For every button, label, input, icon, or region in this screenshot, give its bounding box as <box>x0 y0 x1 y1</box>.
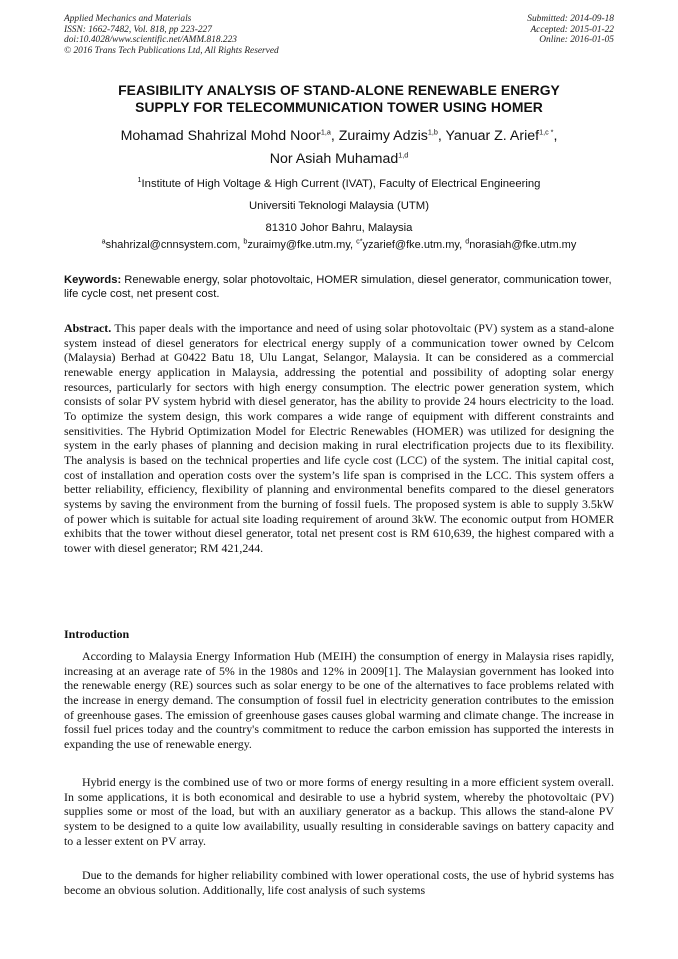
email-superscript: c* <box>356 236 363 246</box>
author-emails <box>40 238 638 252</box>
email-address: zuraimy@fke.utm.my, <box>247 239 357 251</box>
author-superscript: 1,b <box>427 127 438 137</box>
online-date: Online: 2016-01-05 <box>539 35 614 46</box>
keywords-text: Renewable energy, solar photovoltaic, HOMER simulation, diesel generator, communication tower, life cycle cost, net present cost. <box>64 274 612 300</box>
email-superscript: d <box>465 236 470 246</box>
email-superscript: b <box>243 236 248 246</box>
author-separator: , <box>553 128 558 144</box>
journal-name: Applied Mechanics and Materials <box>64 14 192 24</box>
keywords-label: Keywords: <box>64 274 122 286</box>
title-line-2: SUPPLY FOR TELECOMMUNICATION TOWER USING HOMER <box>135 99 543 115</box>
journal-copyright: © 2016 Trans Tech Publications Ltd, All Rights Reserved <box>64 45 279 56</box>
title-line-1: FEASIBILITY ANALYSIS OF STAND-ALONE RENEWABLE ENERGY <box>118 82 560 98</box>
author-name: Zuraimy Adzis <box>338 128 428 144</box>
author-superscript: 1,c * <box>539 127 554 137</box>
author-separator: , <box>330 128 339 144</box>
author-superscript: 1,a <box>320 127 331 137</box>
paper-title <box>40 82 638 116</box>
author-superscript: 1,d <box>398 150 409 160</box>
author-name: Nor Asiah Muhamad <box>269 151 399 167</box>
abstract-label: Abstract. <box>64 321 112 335</box>
keywords-block <box>64 273 614 301</box>
email-superscript: a <box>101 236 106 246</box>
abstract-block <box>64 321 614 556</box>
author-list <box>40 125 638 171</box>
email-address: shahrizal@cnnsystem.com, <box>105 239 244 251</box>
submission-dates <box>527 14 614 46</box>
affiliation-university: Universiti Teknologi Malaysia (UTM) <box>249 200 429 212</box>
affiliation-address: 81310 Johor Bahru, Malaysia <box>265 222 413 234</box>
affiliation <box>40 173 638 239</box>
body-paragraph: According to Malaysia Energy Information Hub (MEIH) the consumption of energy in Malaysia rises rapidly, increasing at an average rate of 5% in the 1980s and 12% in 2009[1]. The Malaysian government has looked into the renewable energy (RE) sources such as solar energy to be one of the alternatives to face problems related with the increase in energy demand. The consumption of fossil fuel in electricity generation contributes to the emission of greenhouse gases. The emission of greenhouse gases causes global warming and climate change. The increase in fossil fuel prices today and the country's commitment to reduce the carbon emission has supported the interests in expanding the use of renewable energy. <box>64 649 614 751</box>
abstract-text: This paper deals with the importance and need of using solar photovoltaic (PV) system as a stand-alone system instead of diesel generators for electrical energy supply of a communication tower owned by Celcom (Malaysia) Berhad at G0422 Batu 18, Ulu Langat, Selangor, Malaysia. It can be considered as a commercial renewable energy application in Malaysia, addressing the potential and possibility of adopting solar energy resources, particularly for sectors with high energy consumption. The electric power generation system, which consists of solar PV system hybrid with diesel generator, has the ability to provide 24 hours electricity to the load. To optimize the system design, this work compares a wide range of equipment with different constraints and sensitivities. The Hybrid Optimization Model for Electric Renewables (HOMER) was utilized for designing the system in the early phases of planning and decision making in rural electrification projects due to its flexibility. The analysis is based on the technical properties and life cycle cost (LCC) of the system. The initial capital cost, cost of installation and operation costs over the system’s life span is comprised in the LCC. This system offers a better reliability, efficiency, flexibility of planning and environmental benefits compared to the diesel generators systems by saving the environment from the burning of fossil fuels. The proposed system is able to supply 3.5kW of power which is suitable for actual site loading requirement of around 3kW. The economic output from HOMER exhibits that the tower without diesel generator, total net present cost is RM 610,639, the highest compared with a tower with diesel generator; RM 421,244. <box>64 321 614 555</box>
affiliation-line-1 <box>40 173 638 195</box>
email-address: yzarief@fke.utm.my, <box>362 239 466 251</box>
author-name: Yanuar Z. Arief <box>445 128 540 144</box>
affiliation-institute: Institute of High Voltage & High Current (IVAT), Faculty of Electrical Engineering <box>141 178 541 190</box>
email-address: norasiah@fke.utm.my <box>469 239 577 251</box>
accepted-date: Accepted: 2015-01-22 <box>530 24 614 35</box>
submitted-date: Submitted: 2014-09-18 <box>527 14 614 24</box>
journal-doi: doi:10.4028/www.scientific.net/AMM.818.223 <box>64 35 237 46</box>
body-paragraph: Due to the demands for higher reliability combined with lower operational costs, the use of hybrid systems has become an obvious solution. Additionally, life cost analysis of such systems <box>64 868 614 897</box>
author-separator: , <box>437 128 446 144</box>
affiliation-superscript: 1 <box>137 175 142 185</box>
body-paragraph: Hybrid energy is the combined use of two or more forms of energy resulting in a more efficient system overall. In some applications, it is both economical and desirable to use a hybrid system, whereby the photovoltaic (PV) supplies some or most of the load, but with an auxiliary generator as a backup. This allows the stand-alone PV system to be designed to a quite low availability, usually resulting in considerable savings on battery capacity and to a lesser extent on PV array. <box>64 775 614 848</box>
journal-issn: ISSN: 1662-7482, Vol. 818, pp 223-227 <box>64 24 212 35</box>
section-heading-introduction: Introduction <box>64 627 130 641</box>
author-name: Mohamad Shahrizal Mohd Noor <box>120 128 321 144</box>
journal-info <box>64 14 279 56</box>
